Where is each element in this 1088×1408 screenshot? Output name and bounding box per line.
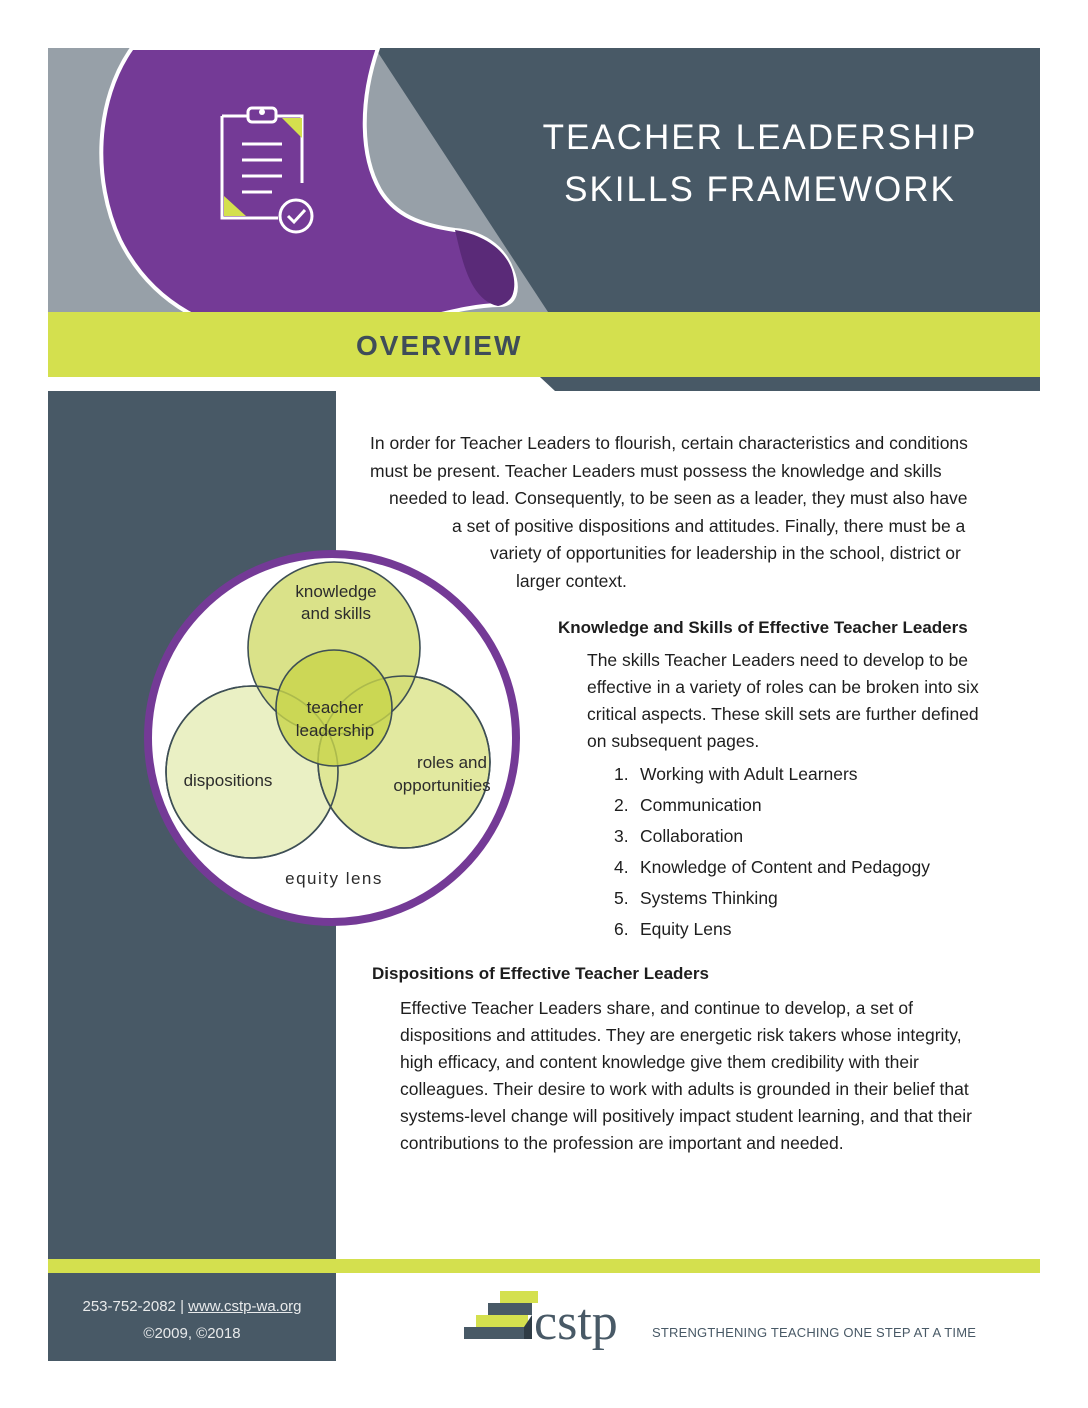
list-item	[614, 822, 930, 853]
overview-band-shadow	[540, 377, 1040, 391]
dispositions-heading: Dispositions of Effective Teacher Leaders	[372, 964, 709, 983]
knowledge-line: effective in a variety of roles can be broken into six	[587, 677, 979, 697]
venn-diagram	[120, 540, 540, 930]
intro-line: a set of positive dispositions and attitudes. Finally, there must be a	[452, 515, 966, 536]
dispositions-line: high efficacy, and content knowledge give them credibility with their	[400, 1052, 919, 1072]
stairs-logo-icon	[464, 1291, 538, 1339]
footer-separator: |	[175, 1298, 189, 1315]
dispositions-line: Effective Teacher Leaders share, and continue to develop, a set of	[400, 998, 914, 1018]
footer-lime-rule	[48, 1259, 1040, 1273]
footer-contact-panel	[48, 1273, 336, 1361]
footer-website-link[interactable]: www.cstp-wa.org	[188, 1298, 302, 1315]
list-item-text: Collaboration	[640, 826, 744, 846]
list-item-number: 1.	[614, 764, 629, 784]
logo-text: cstp	[534, 1294, 618, 1351]
list-item-number: 3.	[614, 826, 629, 846]
knowledge-line: on subsequent pages.	[587, 731, 760, 751]
intro-paragraph	[330, 430, 1030, 595]
skills-list	[614, 760, 930, 946]
dispositions-line: dispositions and attitudes. They are energetic risk takers whose integrity,	[400, 1025, 962, 1045]
list-item-number: 4.	[614, 857, 629, 877]
list-item	[614, 915, 930, 946]
footer-contact	[48, 1298, 336, 1315]
list-item	[614, 760, 930, 791]
page-title-line1: TEACHER LEADERSHIP	[542, 118, 978, 157]
dispositions-line: systems-level change will positively impact student learning, and that their	[400, 1106, 972, 1126]
list-item-number: 5.	[614, 888, 629, 908]
venn-label-center-2: leadership	[295, 721, 375, 740]
venn-label-knowledge-1: knowledge	[295, 582, 377, 601]
list-item-text: Equity Lens	[640, 919, 732, 939]
cstp-logo	[462, 1285, 652, 1355]
intro-line: variety of opportunities for leadership in the school, district or	[490, 543, 961, 563]
intro-line: must be present. Teacher Leaders must possess the knowledge and skills	[370, 460, 942, 481]
list-item	[614, 853, 930, 884]
dispositions-line: contributions to the profession are important and needed.	[400, 1133, 844, 1153]
venn-label-roles-2: opportunities	[393, 776, 491, 795]
venn-label-center-1: teacher	[306, 698, 364, 717]
intro-line: In order for Teacher Leaders to flourish, certain characteristics and conditions	[370, 433, 968, 453]
knowledge-heading: Knowledge and Skills of Effective Teacher Leaders	[558, 618, 968, 637]
section-label-overview: OVERVIEW	[356, 330, 523, 361]
page-title-line2: SKILLS FRAMEWORK	[564, 170, 956, 209]
list-item-number: 6.	[614, 919, 629, 939]
list-item-text: Systems Thinking	[640, 888, 778, 908]
venn-label-equity-lens: equity lens	[285, 869, 383, 888]
list-item-text: Working with Adult Learners	[640, 764, 858, 784]
venn-label-roles-1: roles and	[417, 753, 487, 772]
footer-tagline: STRENGTHENING TEACHING ONE STEP AT A TIME	[652, 1325, 977, 1340]
list-item-text: Knowledge of Content and Pedagogy	[640, 857, 930, 877]
list-item-number: 2.	[614, 795, 629, 815]
list-item	[614, 884, 930, 915]
knowledge-paragraph	[587, 647, 979, 755]
footer-copyright: ©2009, ©2018	[143, 1325, 241, 1342]
overview-band-gap	[48, 377, 540, 391]
list-item	[614, 791, 930, 822]
list-item-text: Communication	[640, 795, 762, 815]
dispositions-paragraph	[400, 995, 972, 1157]
venn-label-knowledge-2: and skills	[301, 604, 371, 623]
venn-label-dispositions: dispositions	[183, 771, 273, 790]
overview-band	[48, 312, 1040, 377]
knowledge-line: The skills Teacher Leaders need to develop to be	[587, 650, 969, 670]
intro-line: needed to lead. Consequently, to be seen as a leader, they must also have	[389, 488, 968, 508]
dispositions-line: colleagues. Their desire to work with adults is grounded in their belief that	[400, 1079, 969, 1099]
knowledge-line: critical aspects. These skill sets are further defined	[587, 704, 979, 724]
footer-phone: 253-752-2082	[82, 1298, 176, 1315]
intro-line: larger context.	[516, 570, 627, 591]
